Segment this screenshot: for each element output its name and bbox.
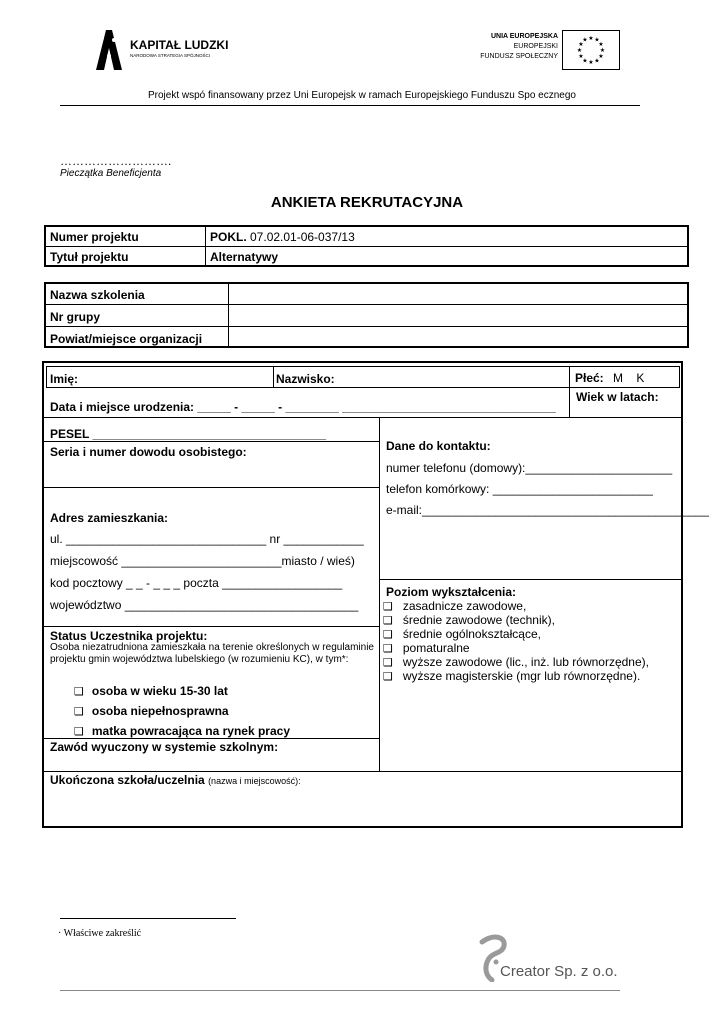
education-label: Poziom wykształcenia: bbox=[386, 585, 517, 599]
checkbox-icon[interactable]: ❑ bbox=[74, 725, 84, 738]
svg-text:★: ★ bbox=[582, 57, 588, 65]
project-number-code: 07.02.01-06-037/13 bbox=[246, 230, 355, 244]
project-number-prefix: POKL. bbox=[210, 230, 247, 244]
school-hint: (nazwa i miejscowość): bbox=[208, 776, 301, 786]
project-table-col-divider bbox=[205, 227, 206, 265]
footer-divider bbox=[60, 990, 620, 991]
eu-logo-line1: UNIA EUROPEJSKA bbox=[490, 33, 558, 40]
svg-text:★: ★ bbox=[578, 53, 584, 60]
svg-text:★: ★ bbox=[576, 47, 583, 54]
training-col-divider bbox=[228, 284, 229, 346]
gender-label: Płeć: bbox=[575, 371, 604, 385]
svg-text:★: ★ bbox=[598, 53, 604, 60]
kapital-ludzki-logo bbox=[92, 26, 242, 72]
eu-flag-icon bbox=[562, 30, 620, 70]
kapital-ludzki-emblem-icon bbox=[92, 26, 126, 72]
checkbox-icon[interactable]: ❑ bbox=[383, 614, 393, 627]
first-name-label: Imię: bbox=[50, 372, 79, 386]
location-field[interactable] bbox=[230, 327, 687, 348]
group-number-field[interactable] bbox=[230, 305, 687, 326]
status-option[interactable]: ❑ osoba niepełnosprawna bbox=[74, 704, 229, 718]
contact-row-divider bbox=[379, 579, 681, 580]
project-title-value: Alternatywy bbox=[210, 250, 279, 264]
kapital-ludzki-subtitle: NARODOWA STRATEGIA SPÓJNOŚCI bbox=[130, 53, 211, 58]
checkbox-icon[interactable]: ❑ bbox=[383, 642, 393, 655]
last-name-label: Nazwisko: bbox=[276, 372, 335, 386]
svg-text:★: ★ bbox=[594, 57, 600, 65]
education-option[interactable]: ❑ wyższe zawodowe (lic., inż. lub równorzędne), bbox=[383, 655, 649, 669]
eu-logo-line2: EUROPEJSKI bbox=[513, 43, 558, 50]
kapital-ludzki-name: KAPITAŁ LUDZKI bbox=[130, 38, 229, 52]
training-name-field[interactable] bbox=[230, 284, 687, 304]
name-col-divider-2 bbox=[569, 366, 570, 417]
svg-text:★: ★ bbox=[588, 35, 594, 42]
footnote: · Właściwe zakreślić bbox=[58, 928, 142, 939]
svg-text:★: ★ bbox=[594, 36, 600, 44]
footnote-divider bbox=[60, 918, 236, 919]
contact-label: Dane do kontaktu: bbox=[386, 439, 491, 453]
checkbox-icon[interactable]: ❑ bbox=[74, 705, 84, 718]
status-option[interactable]: ❑ matka powracająca na rynek pracy bbox=[74, 724, 290, 738]
status-description: Osoba niezatrudniona zamieszkała na terenie określonych w regulaminie projektu gmin województwa lubelskiego (w rozumieniu KC), w tym*: bbox=[50, 642, 374, 665]
address-label: Adres zamieszkania: bbox=[50, 511, 169, 525]
postal-field[interactable]: kod pocztowy _ _ - _ _ _ poczta __________________ bbox=[50, 576, 343, 590]
svg-text:★: ★ bbox=[588, 59, 594, 66]
city-field[interactable]: miejscowość ________________________miasto / wieś) bbox=[50, 554, 355, 568]
address-row-divider bbox=[44, 626, 379, 627]
eu-logo bbox=[470, 30, 620, 70]
gender-field[interactable] bbox=[575, 371, 644, 385]
svg-text:★: ★ bbox=[582, 36, 588, 44]
education-option[interactable]: ❑ zasadnicze zawodowe, bbox=[383, 599, 527, 613]
participant-section bbox=[42, 361, 709, 828]
profession-label: Zawód wyuczony w systemie szkolnym: bbox=[50, 740, 279, 754]
training-name-label: Nazwa szkolenia bbox=[50, 288, 145, 302]
pesel-underline-row bbox=[44, 441, 379, 442]
project-number-label: Numer projektu bbox=[50, 230, 139, 244]
id-row-divider bbox=[44, 487, 379, 488]
funding-note: Projekt wspó finansowany przez Uni Europejsk w ramach Europejskiego Funduszu Spo ecznego bbox=[147, 90, 576, 101]
age-row-divider bbox=[44, 417, 681, 418]
project-table bbox=[44, 225, 689, 267]
checkbox-icon[interactable]: ❑ bbox=[383, 600, 393, 613]
checkbox-icon[interactable]: ❑ bbox=[383, 656, 393, 669]
middle-col-divider bbox=[379, 417, 380, 772]
svg-text:★: ★ bbox=[599, 47, 606, 54]
school-label: Ukończona szkoła/uczelnia bbox=[50, 773, 205, 787]
school-field[interactable] bbox=[50, 773, 301, 788]
status-label: Status Uczestnika projektu: bbox=[50, 629, 208, 643]
street-field[interactable]: ul. ______________________________ nr ____________ bbox=[50, 532, 364, 546]
eu-logo-line3: FUNDUSZ SPOŁECZNY bbox=[480, 53, 558, 60]
birth-date-label: Data i miejsce urodzenia: _____ - _____ - ________ ________________________________ bbox=[50, 400, 556, 414]
pesel-label: PESEL ___________________________________ bbox=[50, 427, 327, 441]
education-option[interactable]: ❑ średnie ogólnokształcące, bbox=[383, 627, 541, 641]
svg-text:★: ★ bbox=[578, 41, 584, 48]
project-title-label: Tytuł projektu bbox=[50, 250, 129, 264]
phone-mobile-field[interactable]: telefon komórkowy: ________________________ bbox=[386, 482, 653, 496]
project-table-row-divider bbox=[46, 246, 687, 247]
status-row-divider bbox=[44, 738, 379, 739]
education-option[interactable]: ❑ pomaturalne bbox=[383, 641, 470, 655]
checkbox-icon[interactable]: ❑ bbox=[383, 670, 393, 683]
creator-logo-text: Creator Sp. z o.o. bbox=[500, 963, 618, 980]
profession-row-divider bbox=[44, 771, 681, 772]
status-option[interactable]: ❑ osoba w wieku 15-30 lat bbox=[74, 684, 228, 698]
name-col-divider-1 bbox=[273, 366, 274, 388]
phone-home-field[interactable]: numer telefonu (domowy):______________________ bbox=[386, 461, 673, 475]
stamp-dots: ………………………. bbox=[60, 154, 172, 168]
location-label: Powiat/miejsce organizacji bbox=[50, 332, 203, 346]
group-number-label: Nr grupy bbox=[50, 310, 101, 324]
stamp-label: Pieczątka Beneficjenta bbox=[60, 168, 162, 179]
header-divider bbox=[60, 105, 640, 106]
age-label: Wiek w latach: bbox=[576, 390, 659, 404]
project-number-value bbox=[210, 230, 355, 244]
gender-options[interactable]: M K bbox=[613, 371, 645, 385]
email-field[interactable]: e-mail:___________________________________________ bbox=[386, 503, 709, 517]
svg-text:★: ★ bbox=[598, 41, 604, 48]
education-option[interactable]: ❑ wyższe magisterskie (mgr lub równorzędne). bbox=[383, 669, 641, 683]
creator-logo bbox=[470, 932, 630, 984]
training-table bbox=[44, 282, 689, 348]
page-title: ANKIETA REKRUTACYJNA bbox=[270, 194, 464, 211]
id-number-label: Seria i numer dowodu osobistego: bbox=[50, 445, 247, 459]
checkbox-icon[interactable]: ❑ bbox=[383, 628, 393, 641]
education-option[interactable]: ❑ średnie zawodowe (technik), bbox=[383, 613, 555, 627]
checkbox-icon[interactable]: ❑ bbox=[74, 685, 84, 698]
voivodeship-field[interactable]: województwo ___________________________________ bbox=[50, 598, 359, 612]
